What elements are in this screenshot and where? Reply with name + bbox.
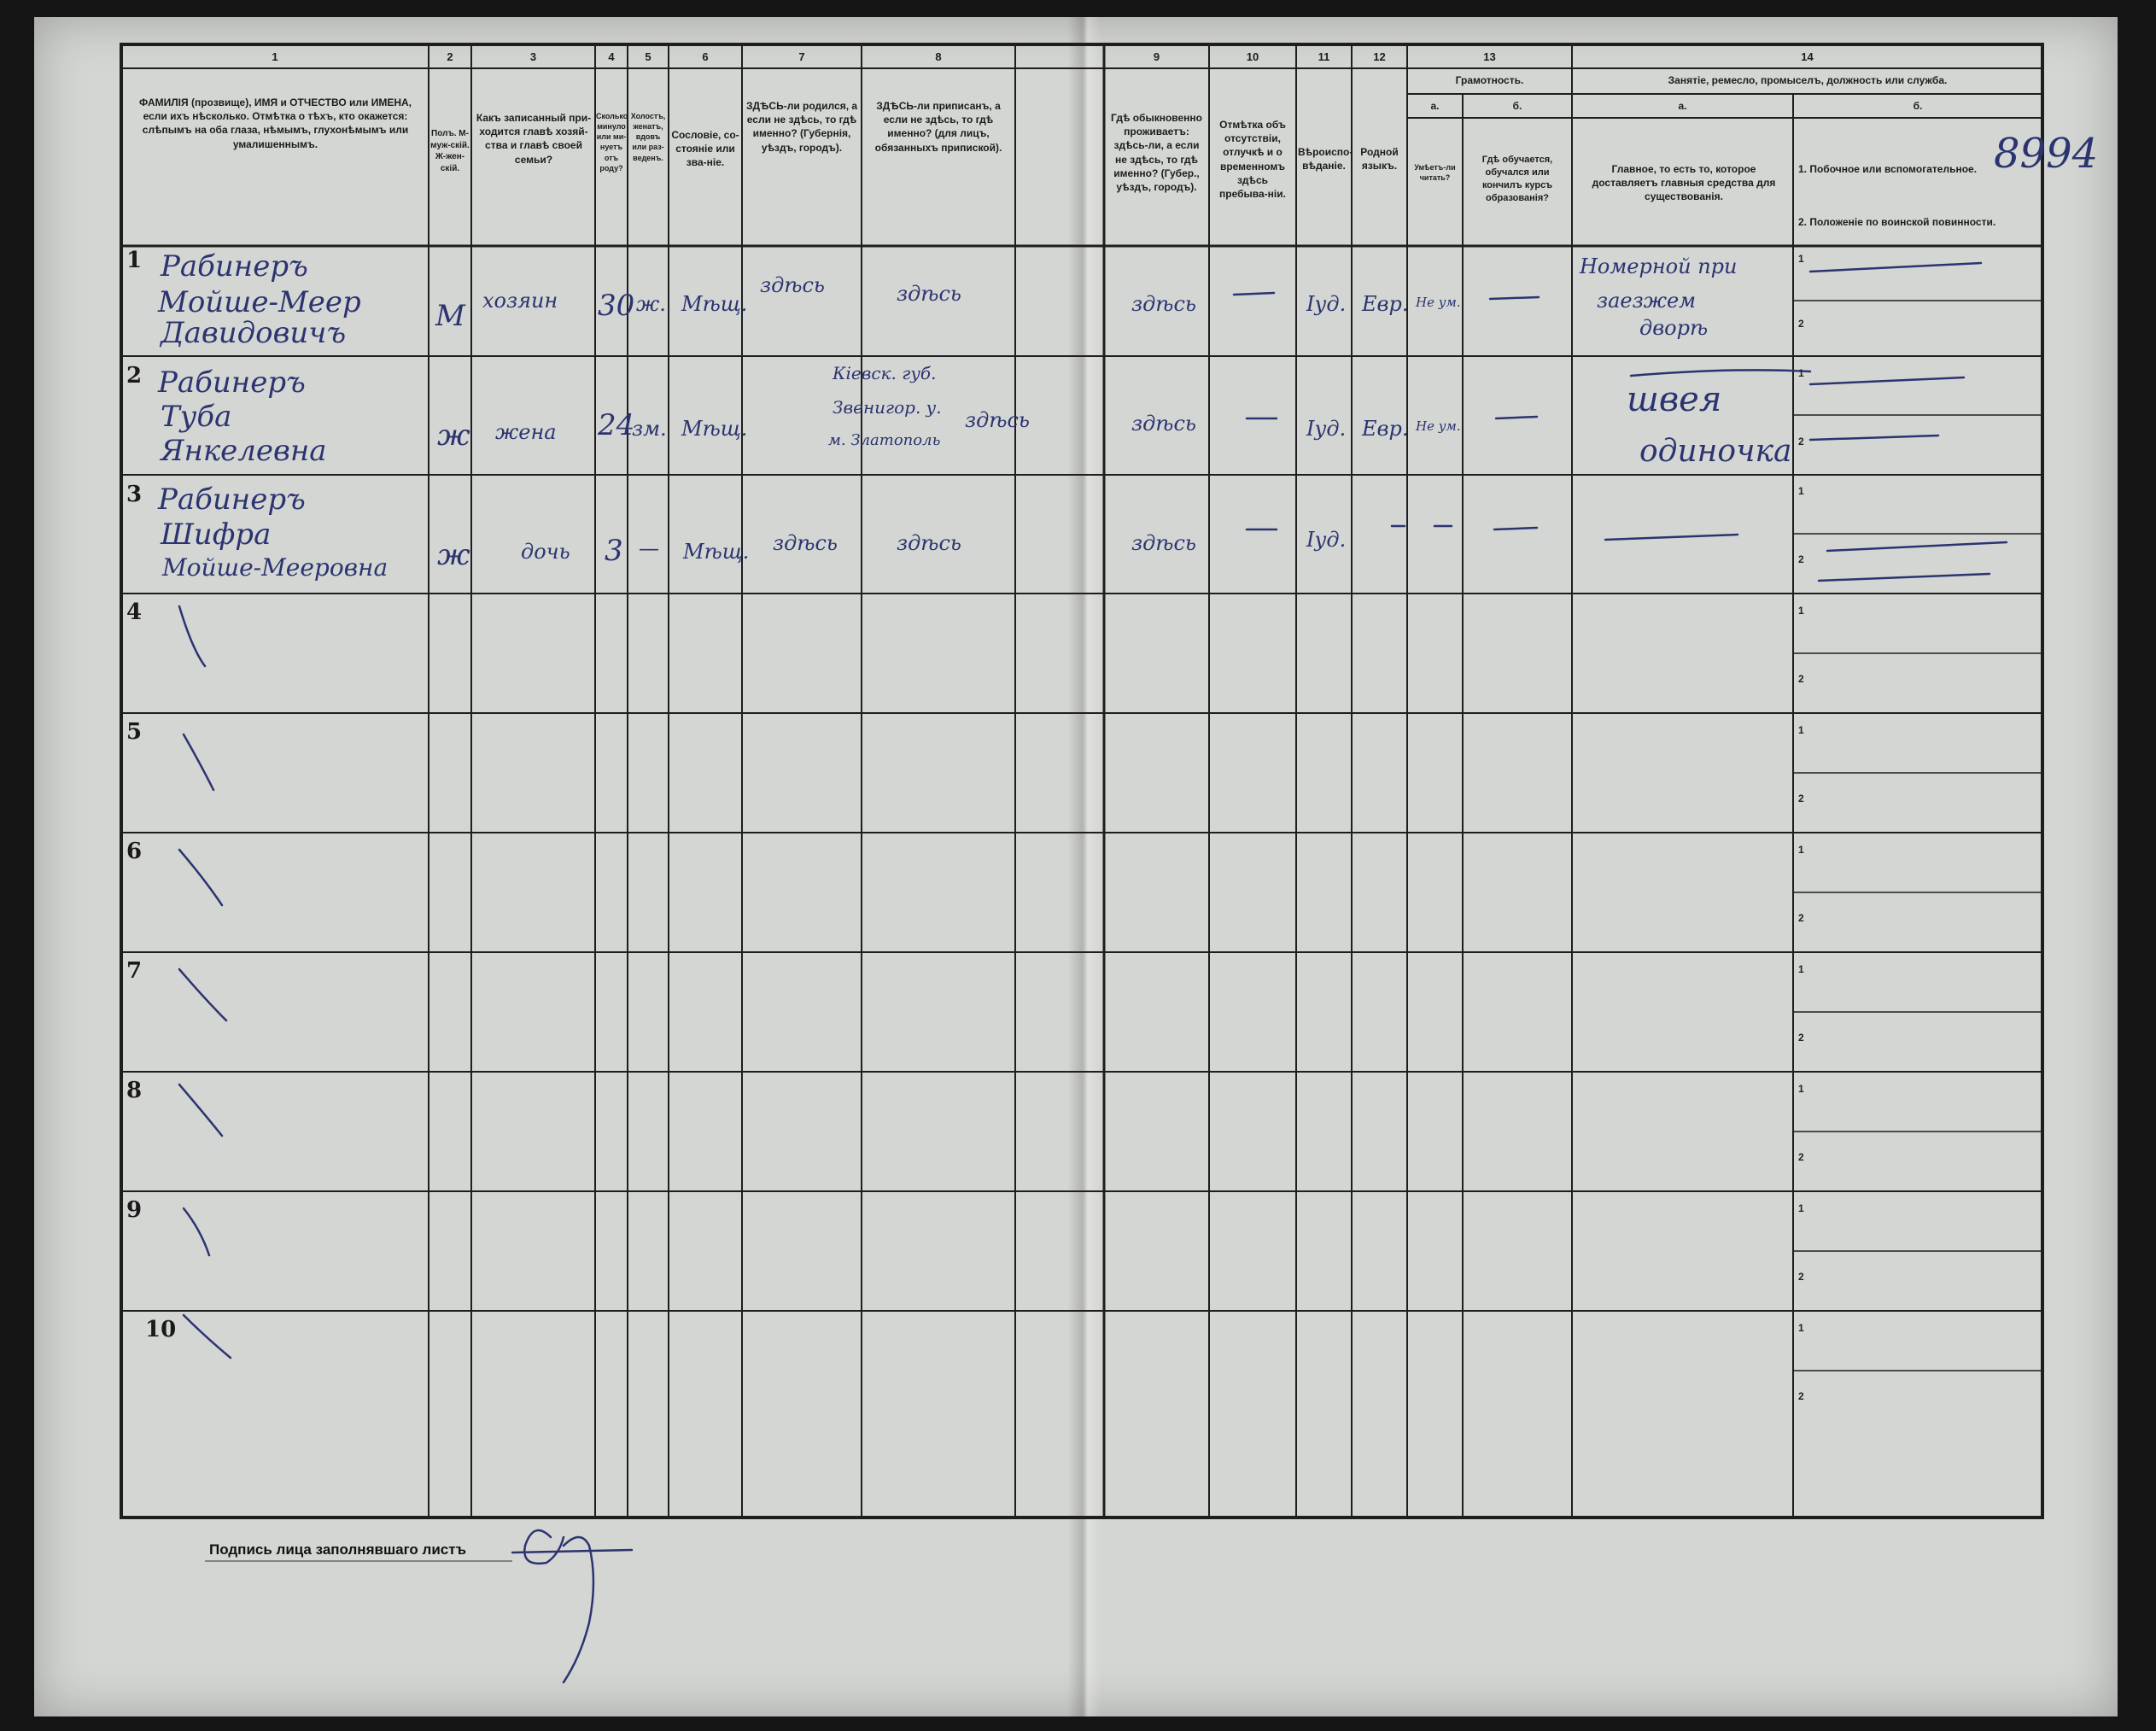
col-header-1: ФАМИЛІЯ (прозвище), ИМЯ и ОТЧЕСТВО или ИМЕНА, если ихъ нѣсколько. Отмѣтка о тѣхъ, кто окажется: слѣпымъ на оба глаза, нѣмымъ, глухонѣмымъ или умалишеннымъ. (139, 96, 412, 150)
sub-label-2: 2 (1798, 1032, 1804, 1044)
row1-relation: хозяин (482, 289, 558, 313)
sub-label-2: 2 (1798, 1151, 1804, 1163)
row2-estate: Мѣщ. (681, 417, 748, 441)
sub-label-2: 2 (1798, 1271, 1804, 1283)
sub-label-1: 1 (1798, 844, 1804, 856)
row2-born-line1: Кiевск. губ. (833, 363, 937, 383)
sub-label-2: 2 (1798, 912, 1804, 924)
sub-label-1: 1 (1798, 485, 1804, 497)
page-number: 8994 (1994, 130, 2099, 178)
row1-occupation-line3: дворѣ (1639, 316, 1709, 340)
row1-sex: М (435, 299, 465, 333)
sub-label-1: 1 (1798, 1083, 1804, 1095)
col-header-2: Полъ. М-муж-скій. Ж-жен-скій. (430, 129, 470, 173)
row1-patronymic: Давидовичъ (161, 316, 347, 350)
sub-label-1: 1 (1798, 963, 1804, 975)
sub-label-2: 2 (1798, 673, 1804, 685)
sub-label-2: 2 (1798, 436, 1804, 447)
row2-relation: жена (495, 420, 557, 444)
row3-surname: Рабинеръ (158, 482, 306, 517)
row2-occupation-line2: одиночка (1639, 434, 1792, 469)
row-number-5: 5 (126, 719, 143, 745)
row2-born-line2: Звенигор. у. (833, 397, 942, 418)
row2-religion: Іуд. (1306, 417, 1347, 441)
row3-registered: здѣсь (897, 531, 961, 555)
row1-religion: Іуд. (1306, 292, 1347, 316)
row3-age: 3 (605, 534, 623, 568)
col-13a-label: а. (1430, 100, 1440, 112)
row2-age: 24 (598, 408, 635, 442)
row-number-8: 8 (126, 1078, 143, 1103)
row2-marital: зм. (632, 417, 667, 441)
col-header-11: Вѣроиспо-вѣданіе. (1298, 146, 1353, 173)
sub-label-1: 1 (1798, 1202, 1804, 1214)
row1-occupation-line1: Номерной при (1580, 254, 1738, 278)
row1-born: здѣсь (760, 273, 825, 297)
col-header-3: Какъ записанный при-ходится главѣ хозяй-ства и главѣ своей семьи? (476, 112, 592, 166)
col-num-9: 9 (1153, 50, 1160, 63)
row3-estate: Мѣщ. (683, 540, 750, 564)
row1-resides: здѣсь (1131, 292, 1196, 316)
col-14b-text1: 1. Побочное или вспомогательное. (1798, 163, 1978, 175)
col-header-5: Холостъ, женатъ, вдовъ или раз-веденъ. (630, 112, 666, 162)
col-14b-text2: 2. Положеніе по воинской повинности. (1798, 216, 1996, 228)
sub-label-2: 2 (1798, 792, 1804, 804)
col-num-8: 8 (935, 50, 942, 63)
col-header-12: Родной языкъ. (1360, 146, 1399, 173)
col-num-14: 14 (1801, 50, 1814, 63)
col-header-8: ЗДѢСЬ-ли приписанъ, а если не здѣсь, то гдѣ именно? (для лицъ, обязанныхъ припиской). (874, 100, 1002, 154)
row3-given-name: Шифра (161, 518, 272, 552)
row2-occupation-line1: швея (1627, 380, 1722, 419)
row-number-1: 1 (126, 248, 143, 273)
row2-given-name: Туба (161, 400, 232, 434)
row3-resides: здѣсь (1131, 531, 1196, 555)
col-13b-text: Гдѣ обучается, обучался или кончилъ курсъ образованія? (1481, 155, 1553, 203)
col-header-10: Отмѣтка объ отсутствіи, отлучкѣ и о временномъ здѣсь пребыва-ніи. (1219, 119, 1286, 200)
signature-label: Подпись лица заполнявшаго листъ (209, 1541, 466, 1558)
row1-literate: Не ум. (1416, 295, 1461, 310)
sub-label-1: 1 (1798, 1322, 1804, 1334)
row3-relation: дочь (521, 540, 570, 564)
row1-surname: Рабинеръ (161, 249, 308, 284)
row-number-9: 9 (126, 1197, 143, 1223)
col-num-7: 7 (798, 50, 805, 63)
row2-sex: ж (437, 418, 470, 453)
row2-born-line3: м. Златополь (828, 431, 941, 449)
col-num-2: 2 (447, 50, 453, 63)
row-number-4: 4 (126, 599, 143, 625)
col-header-13: Грамотность. (1455, 74, 1524, 86)
col-num-10: 10 (1246, 50, 1259, 63)
sub-label-1: 1 (1798, 367, 1804, 379)
row1-estate: Мѣщ. (681, 292, 748, 316)
sub-label-2: 2 (1798, 318, 1804, 330)
col-header-9: Гдѣ обыкновенно проживаетъ: здѣсь-ли, а если не здѣсь, то гдѣ именно? (Губер., уѣздъ, городъ). (1110, 112, 1203, 193)
col-13b-label: б. (1512, 100, 1522, 112)
row2-surname: Рабинеръ (158, 365, 306, 400)
row-number-6: 6 (126, 839, 143, 864)
sub-label-2: 2 (1798, 553, 1804, 565)
row2-patronymic: Янкелевна (161, 434, 327, 468)
col-num-1: 1 (272, 50, 278, 63)
col-header-6: Сословіе, со-стояніе или зва-ніе. (671, 129, 739, 169)
row2-language: Евр. (1362, 417, 1409, 441)
row3-patronymic: Мойше-Мееровна (162, 553, 389, 582)
row1-language: Евр. (1362, 292, 1409, 316)
row-number-3: 3 (126, 482, 143, 507)
sub-label-1: 1 (1798, 724, 1804, 736)
col-header-4: Сколько минуло или ми-нуетъ отъ роду? (596, 112, 628, 173)
row2-registered: здѣсь (965, 408, 1030, 432)
col-num-3: 3 (529, 50, 537, 63)
row3-sex: ж (437, 538, 470, 572)
sub-label-2: 2 (1798, 1390, 1804, 1402)
col-num-6: 6 (702, 50, 709, 63)
row1-age: 30 (598, 289, 635, 323)
table-grid (34, 17, 2118, 1716)
row1-registered: здѣсь (897, 282, 961, 306)
row1-occupation-line2: заезжем (1597, 289, 1697, 313)
row1-given-name: Мойше-Меер (158, 285, 361, 319)
census-sheet (34, 17, 2118, 1716)
row2-resides: здѣсь (1131, 412, 1196, 436)
col-num-12: 12 (1373, 50, 1386, 63)
row-number-2: 2 (126, 363, 143, 389)
col-num-11: 11 (1318, 50, 1330, 63)
col-num-13: 13 (1483, 50, 1496, 63)
row3-marital: — (639, 536, 659, 560)
col-14a-text: Главное, то есть то, которое доставляетъ главныя средства для существованія. (1592, 163, 1776, 203)
sub-label-1: 1 (1798, 253, 1804, 265)
col-13a-text: Умѣетъ-ли читать? (1414, 163, 1456, 183)
col-num-5: 5 (645, 50, 651, 63)
col-14a-label: а. (1678, 100, 1687, 112)
row-number-7: 7 (126, 958, 143, 984)
row3-religion: Іуд. (1306, 528, 1347, 552)
row-number-10: 10 (145, 1317, 177, 1342)
col-header-7: ЗДѢСЬ-ли родился, а если не здѣсь, то гдѣ именно? (Губернія, уѣздъ, городъ). (745, 100, 858, 154)
row2-literate: Не ум. (1416, 418, 1461, 434)
col-header-14: Занятіе, ремесло, промыселъ, должность или служба. (1668, 74, 1948, 86)
col-14b-label: б. (1913, 100, 1923, 112)
sub-label-1: 1 (1798, 605, 1804, 617)
row3-born: здѣсь (773, 531, 838, 555)
col-num-4: 4 (608, 50, 615, 63)
row1-marital: ж. (636, 292, 666, 316)
